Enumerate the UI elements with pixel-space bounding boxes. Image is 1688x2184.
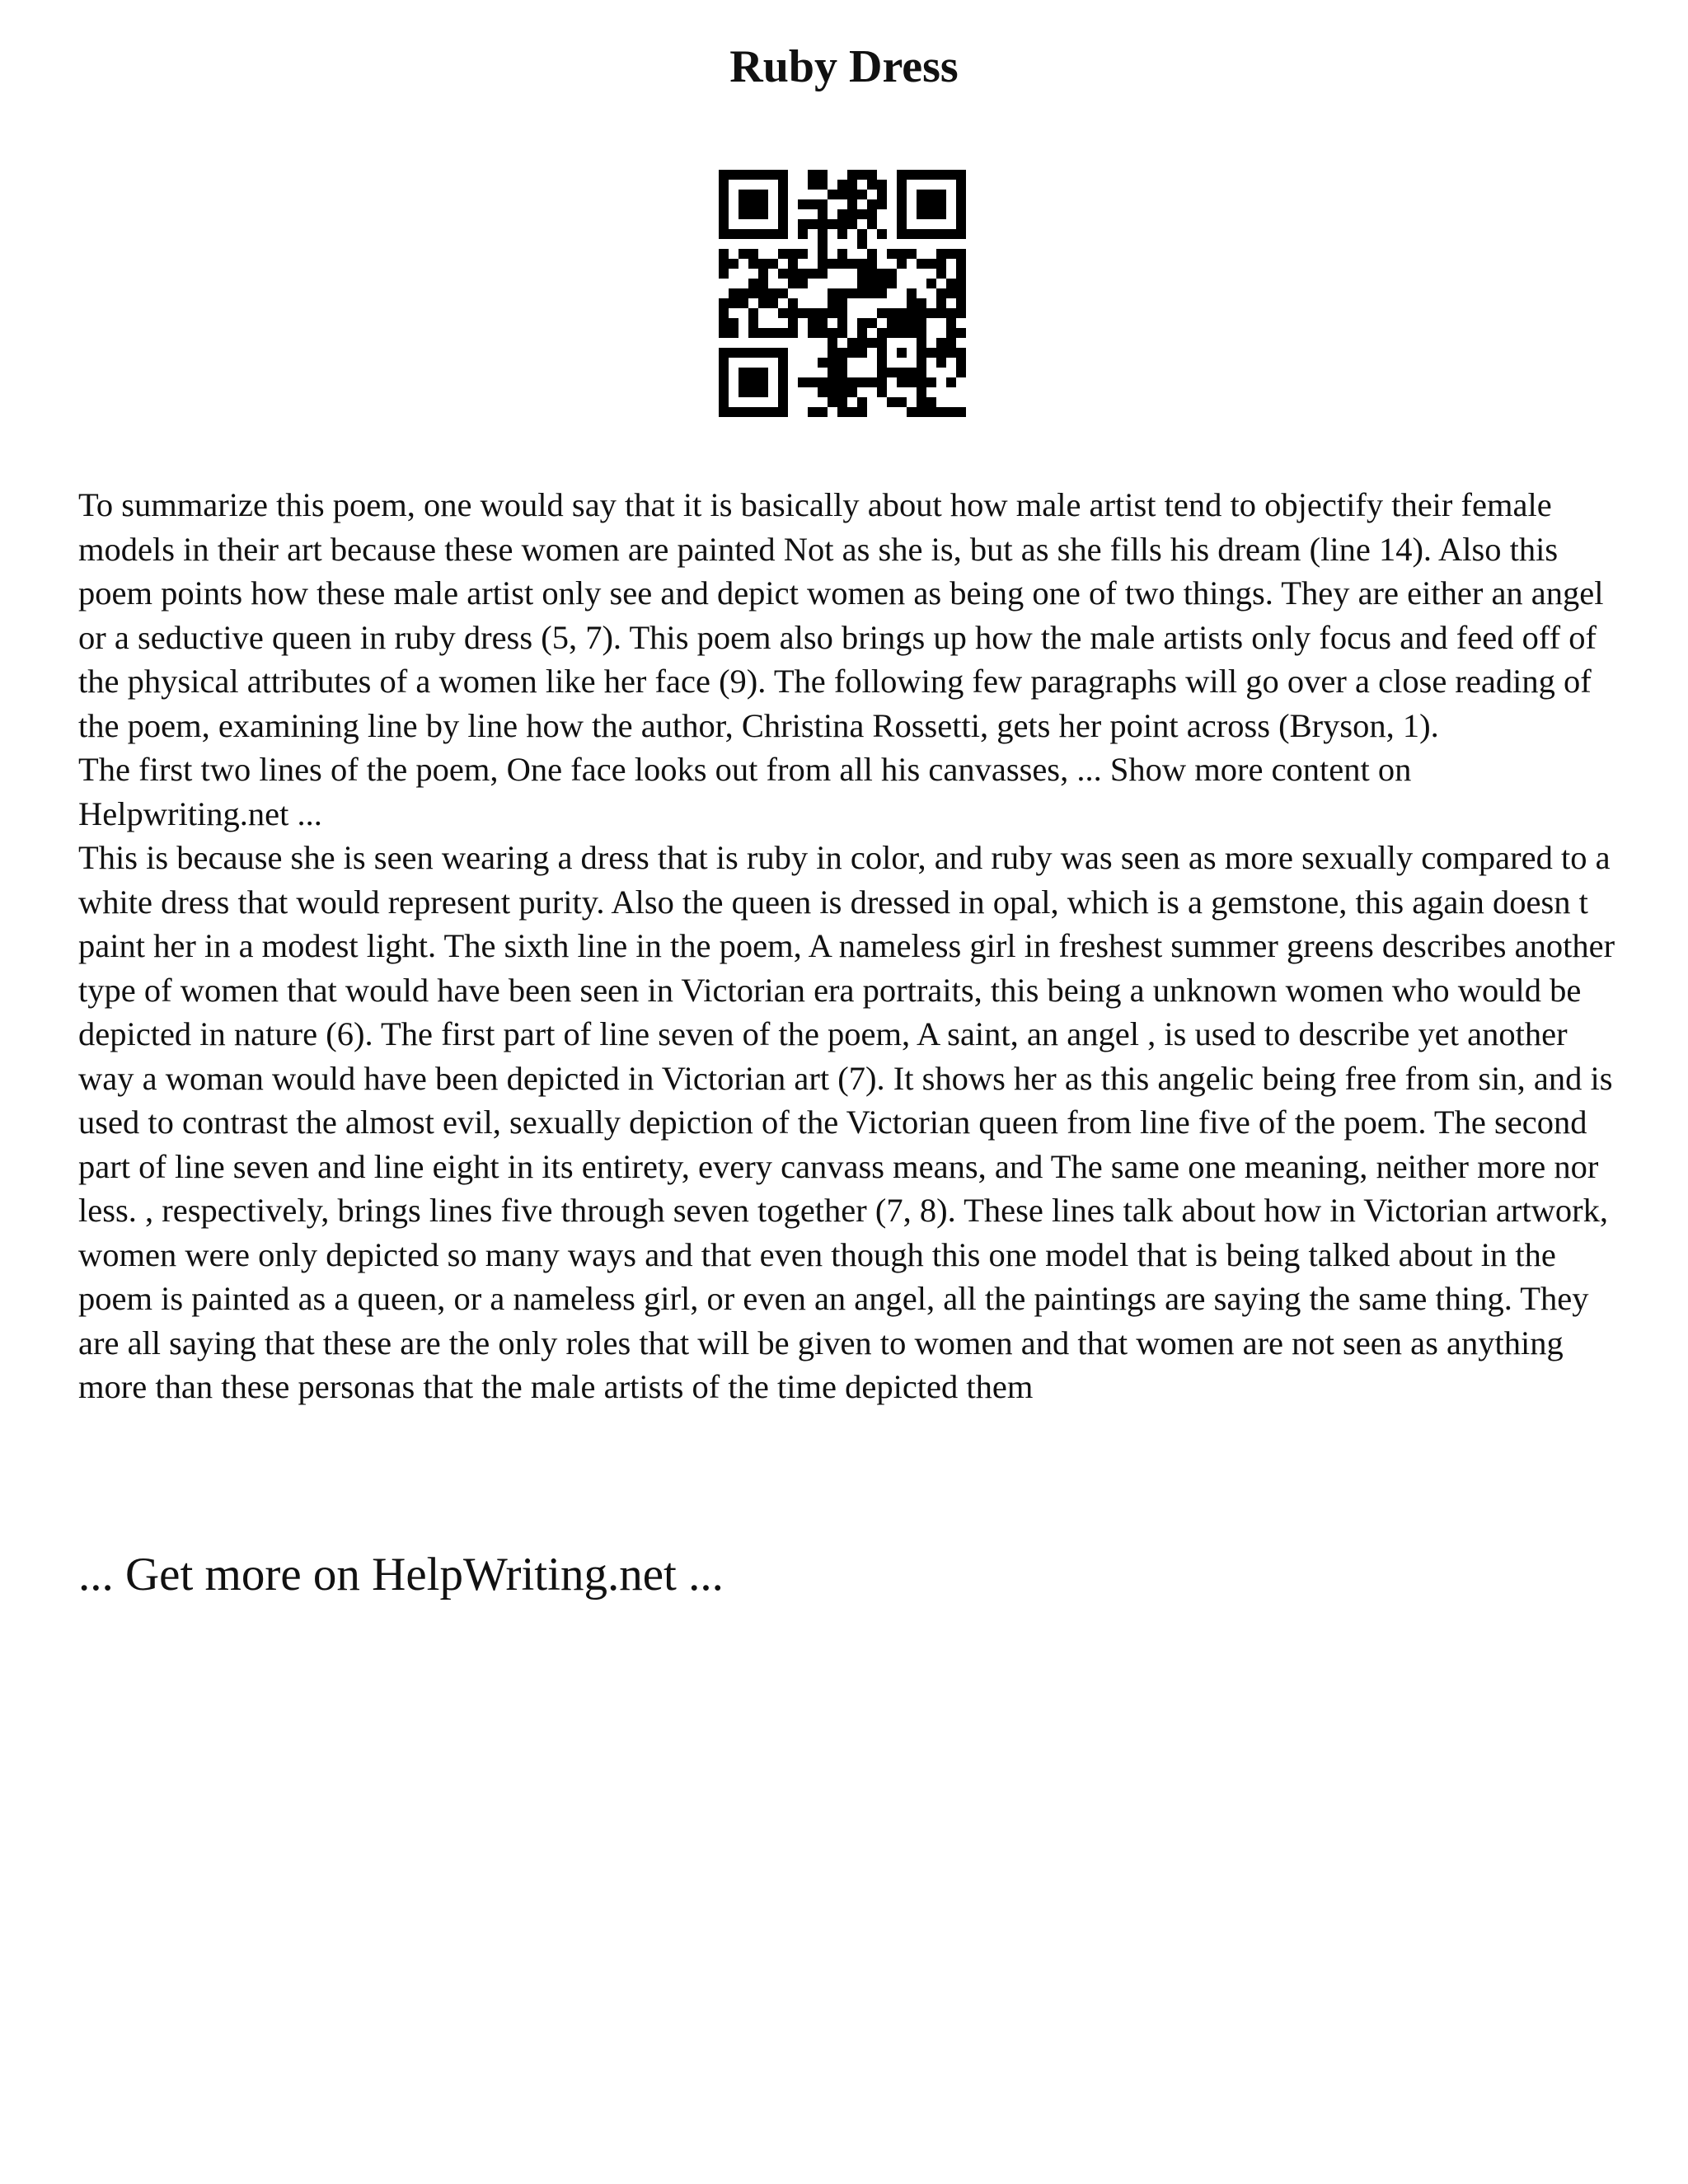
paragraph-summary: To summarize this poem, one would say that it is basically about how male artist tend to objectify their female models in their art because these women are painted Not as she is, but as she fills his dream (line 14). Also this poem points how these male artist only see and depict women as being one of two things. They are either an angel or a seductive queen in ruby dress (5, 7). This poem also brings up how the male artists only focus and feed off of the physical attributes of a women like her face (9). The following few paragraphs will go over a close reading of the poem, examining line by line how the author, Christina Rossetti, gets her point across (Bryson, 1).	[78, 486, 1604, 744]
qr-code-icon	[719, 170, 966, 417]
paragraph-analysis: This is because she is seen wearing a dress that is ruby in color, and ruby was seen as more sexually compared to a white dress that would represent purity. Also the queen is dressed in opal, which is a gemstone, this again doesn t paint her in a modest light. The sixth line in the poem, A nameless girl in freshest summer greens describes another type of women that would have been seen in Victorian era portraits, this being a unknown women who would be depicted in nature (6). The first part of line seven of the poem, A saint, an angel , is used to describe yet another way a woman would have been depicted in Victorian art (7). It shows her as this angelic being free from sin, and is used to contrast the almost evil, sexually depiction of the Victorian queen from line five of the poem. The second part of line seven and line eight in its entirety, every canvass means, and The same one meaning, neither more nor less. , respectively, brings lines five through seven together (7, 8). These lines talk about how in Victorian artwork, women were only depicted so many ways and that even though this one model that is being talked about in the poem is painted as a queen, or a nameless girl, or even an angel, all the paintings are saying the same thing. They are all saying that these are the only roles that will be given to women and that women are not seen as anything more than these personas that the male artists of the time depicted them	[78, 839, 1615, 1405]
paragraph-first-lines: The first two lines of the poem, One face looks out from all his canvasses, ... Show more content on Helpwriting.net ...	[78, 751, 1412, 832]
article-body	[78, 483, 1628, 1409]
get-more-link[interactable]: ... Get more on HelpWriting.net ...	[78, 1549, 724, 1601]
page-title: Ruby Dress	[729, 41, 959, 92]
